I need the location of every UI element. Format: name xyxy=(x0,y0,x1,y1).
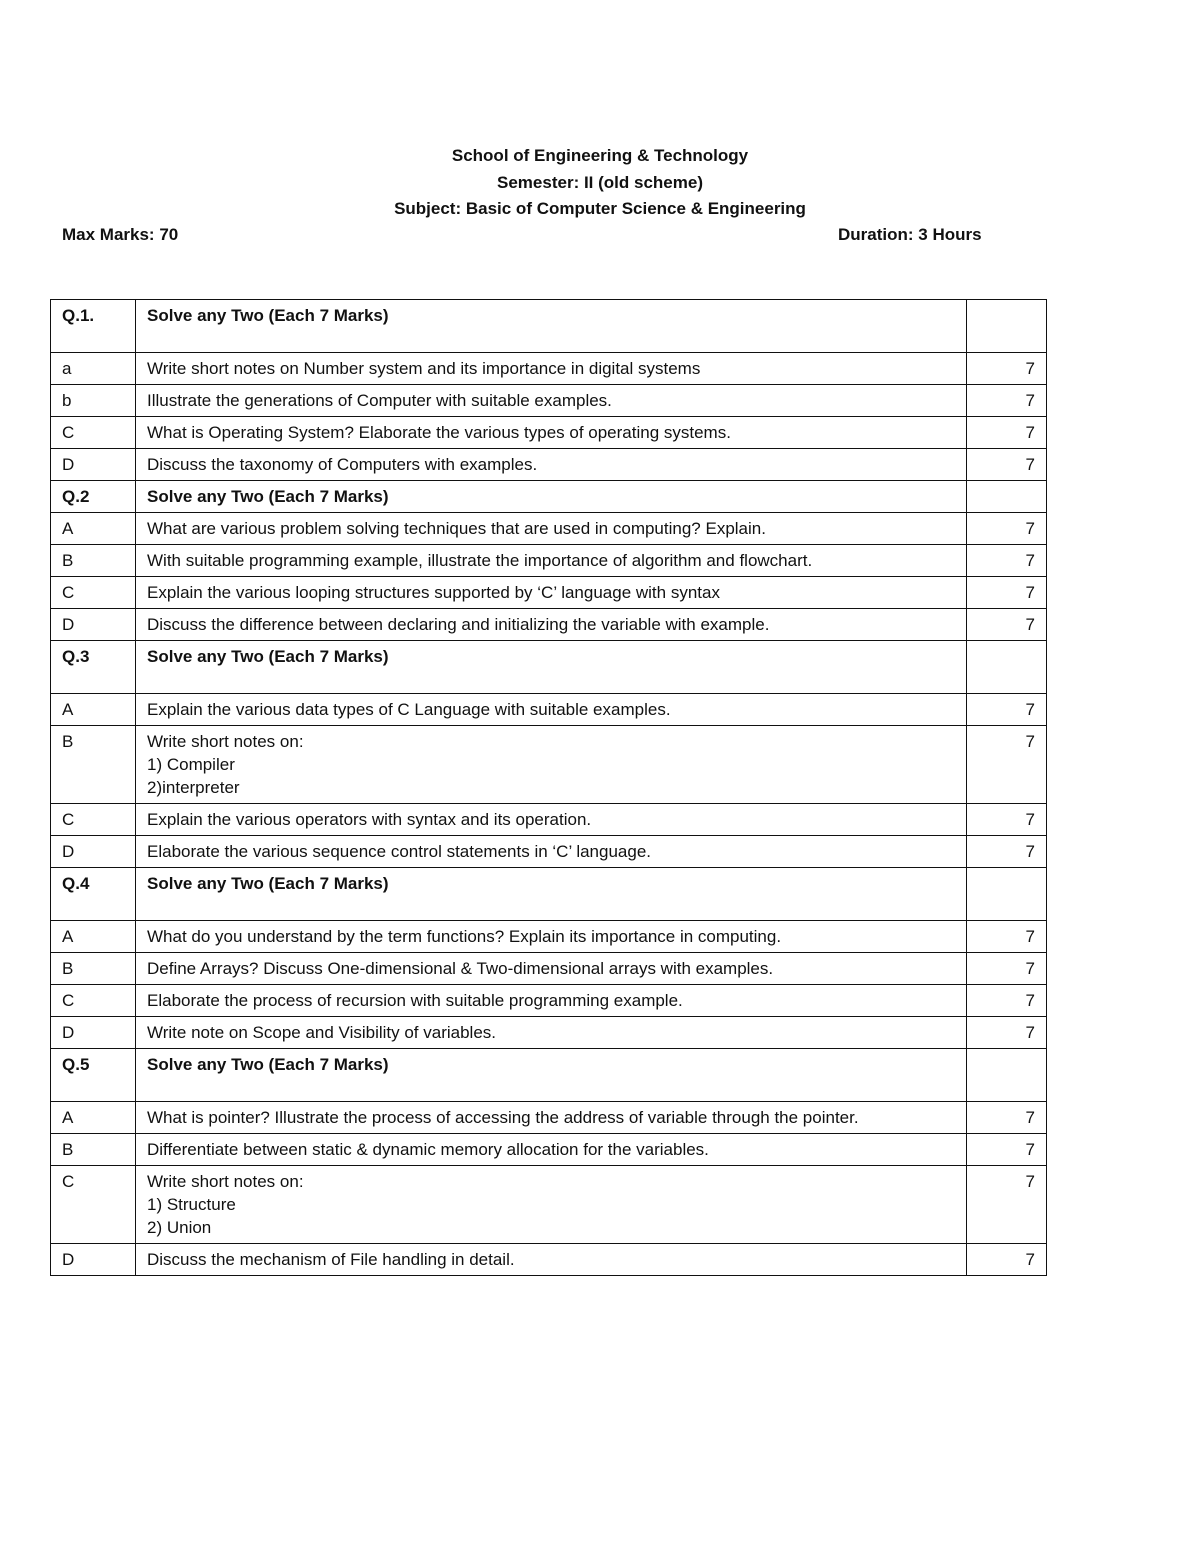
item-marks: 7 xyxy=(967,1244,1047,1276)
question-instruction: Solve any Two (Each 7 Marks) xyxy=(136,300,967,353)
table-row xyxy=(51,353,1047,385)
item-marks: 7 xyxy=(967,694,1047,726)
item-label: D xyxy=(51,836,136,868)
item-label: B xyxy=(51,953,136,985)
item-text: Explain the various looping structures supported by ‘C’ language with syntax xyxy=(136,577,967,609)
question-number: Q.2 xyxy=(51,481,136,513)
item-label: D xyxy=(51,1244,136,1276)
item-text: Discuss the taxonomy of Computers with examples. xyxy=(136,449,967,481)
duration: Duration: 3 Hours xyxy=(838,225,982,244)
table-row xyxy=(51,921,1047,953)
item-text: Explain the various data types of C Language with suitable examples. xyxy=(136,694,967,726)
table-row xyxy=(51,1134,1047,1166)
item-marks: 7 xyxy=(967,726,1047,804)
item-text: What are various problem solving techniques that are used in computing? Explain. xyxy=(136,513,967,545)
table-row xyxy=(51,1244,1047,1276)
item-text: What is pointer? Illustrate the process of accessing the address of variable through the pointer. xyxy=(136,1102,967,1134)
item-text: Write short notes on Number system and its importance in digital systems xyxy=(136,353,967,385)
item-marks: 7 xyxy=(967,836,1047,868)
school-name: School of Engineering & Technology xyxy=(451,146,749,165)
item-marks: 7 xyxy=(967,577,1047,609)
item-marks: 7 xyxy=(967,1134,1047,1166)
item-marks: 7 xyxy=(967,1166,1047,1244)
table-row xyxy=(51,1166,1047,1244)
table-row xyxy=(51,836,1047,868)
question-number: Q.5 xyxy=(51,1049,136,1102)
item-label: A xyxy=(51,921,136,953)
item-text-line: Write short notes on: xyxy=(147,1172,304,1191)
question-instruction: Solve any Two (Each 7 Marks) xyxy=(136,1049,967,1102)
item-subpoint: 1) Structure xyxy=(147,1195,236,1214)
question-header xyxy=(51,641,1047,694)
question-header xyxy=(51,481,1047,513)
item-subpoint: 1) Compiler xyxy=(147,755,235,774)
item-label: A xyxy=(51,694,136,726)
table-row xyxy=(51,985,1047,1017)
table-row xyxy=(51,513,1047,545)
table-row xyxy=(51,577,1047,609)
question-instruction: Solve any Two (Each 7 Marks) xyxy=(136,481,967,513)
item-label: C xyxy=(51,1166,136,1244)
table-row xyxy=(51,609,1047,641)
table-row xyxy=(51,545,1047,577)
item-text: Discuss the difference between declaring and initializing the variable with example. xyxy=(136,609,967,641)
marks-cell xyxy=(967,868,1047,921)
item-label: b xyxy=(51,385,136,417)
item-label: a xyxy=(51,353,136,385)
question-table xyxy=(50,299,1047,1276)
item-text xyxy=(136,726,967,804)
item-marks: 7 xyxy=(967,921,1047,953)
item-label: C xyxy=(51,985,136,1017)
question-instruction: Solve any Two (Each 7 Marks) xyxy=(136,641,967,694)
table-row xyxy=(51,417,1047,449)
item-text: Differentiate between static & dynamic memory allocation for the variables. xyxy=(136,1134,967,1166)
question-header xyxy=(51,1049,1047,1102)
item-label: D xyxy=(51,449,136,481)
item-marks: 7 xyxy=(967,545,1047,577)
item-text: Define Arrays? Discuss One-dimensional & Two-dimensional arrays with examples. xyxy=(136,953,967,985)
item-marks: 7 xyxy=(967,417,1047,449)
table-row xyxy=(51,726,1047,804)
table-row xyxy=(51,385,1047,417)
item-label: C xyxy=(51,417,136,449)
item-marks: 7 xyxy=(967,804,1047,836)
item-marks: 7 xyxy=(967,1017,1047,1049)
item-label: B xyxy=(51,1134,136,1166)
table-row xyxy=(51,804,1047,836)
marks-cell xyxy=(967,481,1047,513)
item-marks: 7 xyxy=(967,1102,1047,1134)
item-text: Explain the various operators with syntax and its operation. xyxy=(136,804,967,836)
marks-cell xyxy=(967,300,1047,353)
table-row xyxy=(51,1017,1047,1049)
item-marks: 7 xyxy=(967,953,1047,985)
question-instruction: Solve any Two (Each 7 Marks) xyxy=(136,868,967,921)
marks-cell xyxy=(967,1049,1047,1102)
table-row xyxy=(51,1102,1047,1134)
item-marks: 7 xyxy=(967,353,1047,385)
item-marks: 7 xyxy=(967,513,1047,545)
item-marks: 7 xyxy=(967,449,1047,481)
max-marks: Max Marks: 70 xyxy=(62,225,179,244)
item-marks: 7 xyxy=(967,985,1047,1017)
question-header xyxy=(51,300,1047,353)
question-number: Q.1. xyxy=(51,300,136,353)
question-header xyxy=(51,868,1047,921)
item-text: Write note on Scope and Visibility of variables. xyxy=(136,1017,967,1049)
item-text: What do you understand by the term functions? Explain its importance in computing. xyxy=(136,921,967,953)
item-label: A xyxy=(51,1102,136,1134)
item-label: B xyxy=(51,545,136,577)
item-text: Illustrate the generations of Computer with suitable examples. xyxy=(136,385,967,417)
item-text: Elaborate the various sequence control statements in ‘C’ language. xyxy=(136,836,967,868)
item-subpoint: 2)interpreter xyxy=(147,778,240,797)
item-subpoint: 2) Union xyxy=(147,1218,212,1237)
item-text xyxy=(136,1166,967,1244)
item-label: C xyxy=(51,804,136,836)
item-label: D xyxy=(51,609,136,641)
item-label: A xyxy=(51,513,136,545)
item-label: C xyxy=(51,577,136,609)
table-row xyxy=(51,449,1047,481)
table-row xyxy=(51,694,1047,726)
item-label: B xyxy=(51,726,136,804)
table-row xyxy=(51,953,1047,985)
item-text: What is Operating System? Elaborate the various types of operating systems. xyxy=(136,417,967,449)
item-text: With suitable programming example, illustrate the importance of algorithm and flowchart. xyxy=(136,545,967,577)
question-number: Q.4 xyxy=(51,868,136,921)
question-number: Q.3 xyxy=(51,641,136,694)
item-text: Discuss the mechanism of File handling in detail. xyxy=(136,1244,967,1276)
item-marks: 7 xyxy=(967,385,1047,417)
item-text: Elaborate the process of recursion with suitable programming example. xyxy=(136,985,967,1017)
marks-cell xyxy=(967,641,1047,694)
item-label: D xyxy=(51,1017,136,1049)
semester: Semester: II (old scheme) xyxy=(497,173,703,192)
item-marks: 7 xyxy=(967,609,1047,641)
item-text-line: Write short notes on: xyxy=(147,732,304,751)
subject: Subject: Basic of Computer Science & Engineering xyxy=(394,199,806,218)
